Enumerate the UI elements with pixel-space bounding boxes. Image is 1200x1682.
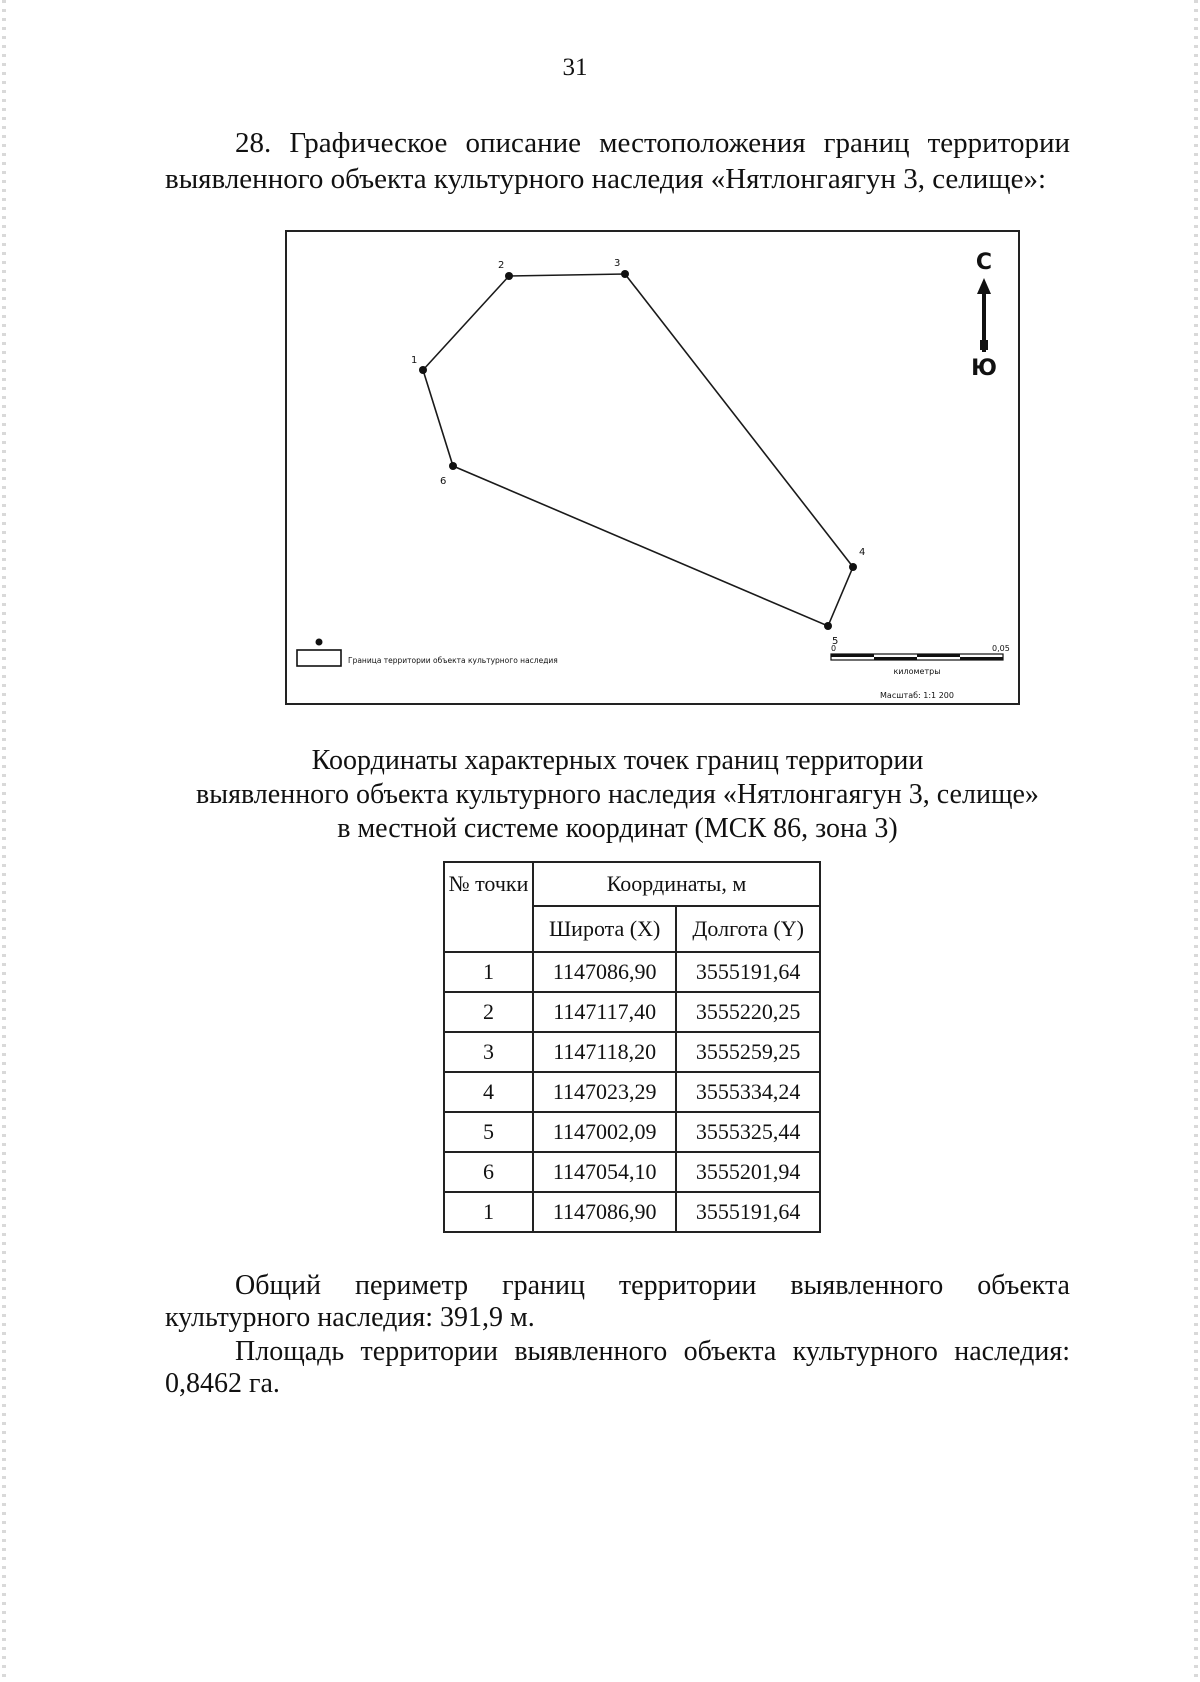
table-row: [444, 1152, 820, 1192]
perimeter-line-1: Общий периметр границ территории выявленного объекта: [235, 1270, 1070, 1301]
scale-ratio-label: Масштаб: 1:1 200: [880, 691, 954, 700]
coord-title-line-3: в местной системе координат (МСК 86, зона 3): [337, 813, 898, 844]
cell-y: 3555201,94: [676, 1152, 820, 1192]
heading-line-2: выявленного объекта культурного наследия «Нятлонгаягун 3, селище»:: [165, 163, 1047, 195]
cell-x: 1147118,20: [533, 1032, 676, 1072]
cell-point: 2: [444, 992, 533, 1032]
table-row: [444, 1112, 820, 1152]
south-label: Ю: [971, 356, 997, 381]
legend-label: Граница территории объекта культурного наследия: [348, 656, 558, 665]
table-row: [444, 1192, 820, 1232]
scale-end-label: 0,05: [992, 644, 1010, 653]
point-label-2: 2: [498, 260, 505, 271]
page-number: 31: [562, 54, 588, 81]
coord-title-line-2: выявленного объекта культурного наследия «Нятлонгаягун 3, селище»: [196, 779, 1039, 810]
point-label-1: 1: [411, 355, 418, 366]
scale-bar: [831, 644, 1010, 700]
area-line-2: 0,8462 га.: [165, 1368, 280, 1399]
table-row: [444, 1072, 820, 1112]
cell-x: 1147117,40: [533, 992, 676, 1032]
header-longitude: Долгота (Y): [676, 906, 820, 952]
table-row: [444, 992, 820, 1032]
header-coordinates: Координаты, м: [533, 862, 820, 906]
header-latitude: Широта (X): [533, 906, 676, 952]
boundary-point-6: [449, 462, 457, 470]
boundary-polygon: [423, 274, 853, 626]
boundary-point-3: [621, 270, 629, 278]
cell-x: 1147023,29: [533, 1072, 676, 1112]
coordinates-title: [0, 744, 1200, 846]
cell-y: 3555334,24: [676, 1072, 820, 1112]
map-legend: [297, 639, 558, 667]
perimeter-line-2: культурного наследия: 391,9 м.: [165, 1302, 535, 1333]
boundary-map: [285, 230, 1020, 705]
summary-block: [165, 1270, 1070, 1400]
cell-y: 3555191,64: [676, 952, 820, 992]
cell-y: 3555325,44: [676, 1112, 820, 1152]
cell-x: 1147086,90: [533, 1192, 676, 1232]
north-arrow-icon: [971, 250, 997, 381]
cell-point: 3: [444, 1032, 533, 1072]
area-paragraph: [165, 1336, 1070, 1400]
north-label: С: [975, 250, 993, 275]
cell-x: 1147002,09: [533, 1112, 676, 1152]
point-label-5: 5: [832, 636, 839, 647]
heading-line-1: 28. Графическое описание местоположения границ территории: [235, 127, 1070, 159]
point-label-3: 3: [614, 258, 621, 269]
cell-point: 1: [444, 1192, 533, 1232]
scale-units-label: километры: [893, 667, 941, 676]
cell-y: 3555191,64: [676, 1192, 820, 1232]
cell-y: 3555259,25: [676, 1032, 820, 1072]
cell-point: 1: [444, 952, 533, 992]
legend-swatch: [297, 650, 341, 666]
table-row: [444, 952, 820, 992]
cell-x: 1147086,90: [533, 952, 676, 992]
cell-point: 4: [444, 1072, 533, 1112]
table-row: [444, 1032, 820, 1072]
point-label-4: 4: [859, 547, 866, 558]
boundary-point-1: [419, 366, 427, 374]
boundary-point-5: [824, 622, 832, 630]
header-point-number: № точки: [444, 862, 533, 952]
boundary-map-svg: [287, 232, 1022, 707]
cell-point: 6: [444, 1152, 533, 1192]
cell-y: 3555220,25: [676, 992, 820, 1032]
boundary-point-2: [505, 272, 513, 280]
cell-x: 1147054,10: [533, 1152, 676, 1192]
scale-start-label: 0: [831, 644, 837, 653]
area-line-1: Площадь территории выявленного объекта культурного наследия:: [235, 1336, 1070, 1367]
perimeter-paragraph: [165, 1270, 1070, 1334]
cell-point: 5: [444, 1112, 533, 1152]
coord-title-line-1: Координаты характерных точек границ территории: [311, 745, 924, 776]
point-label-6: 6: [440, 476, 447, 487]
coordinates-table: [443, 861, 821, 1233]
boundary-point-4: [849, 563, 857, 571]
section-heading: [165, 125, 1070, 197]
